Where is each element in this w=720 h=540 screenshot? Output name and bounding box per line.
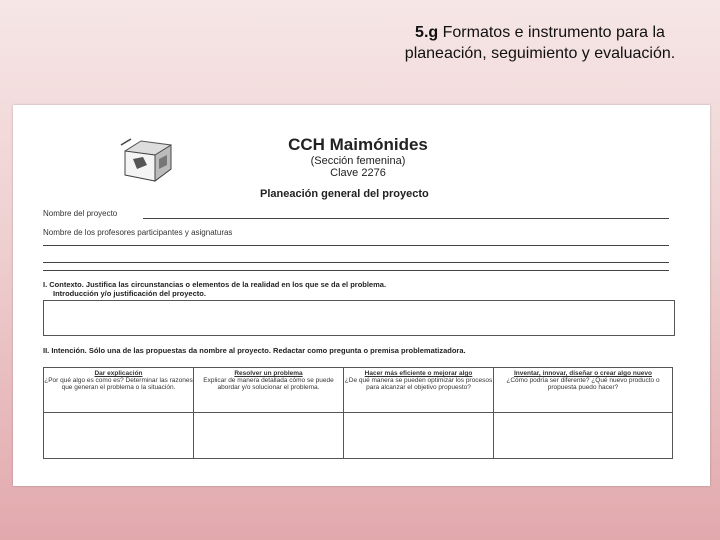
intention-col-2-title: Resolver un problema xyxy=(234,370,303,377)
intention-col-1-title: Dar explicación xyxy=(94,370,143,377)
intention-col-3 xyxy=(344,368,494,458)
section-intention-title: II. Intención. Sólo una de las propuestas da nombre al proyecto. Redactar como pregunta o premisa problematizadora. xyxy=(43,346,466,355)
section-intention xyxy=(43,346,466,355)
school-logo-icon xyxy=(119,135,177,185)
intention-col-2-head xyxy=(194,368,343,413)
doc-title: Planeación general del proyecto xyxy=(260,188,429,200)
intention-col-4-head xyxy=(494,368,672,413)
project-name-label: Nombre del proyecto xyxy=(43,209,118,218)
teachers-line-3 xyxy=(43,270,669,271)
slide-title-text: Formatos e instrumento para la planeación, seguimiento y evaluación. xyxy=(404,24,676,62)
section-context xyxy=(43,280,386,298)
intention-col-3-title: Hacer más eficiente o mejorar algo xyxy=(364,370,473,377)
document-page xyxy=(13,105,710,486)
intention-col-1-text: ¿Por qué algo es como es? Determinar las razones que generan el problema o la situación. xyxy=(44,377,193,391)
intention-col-2-text: Explicar de manera detallada cómo se puede abordar y/o solucionar el problema. xyxy=(203,377,334,391)
school-header xyxy=(283,135,433,179)
slide-title xyxy=(400,22,680,64)
slide-title-number: 5.g xyxy=(415,24,439,41)
intention-col-4-text: ¿Cómo podría ser diferente? ¿Qué nuevo producto o propuesta puedo hacer? xyxy=(506,377,660,391)
school-name: CCH Maimónides xyxy=(288,135,428,154)
section-context-sub: Introducción y/o justificación del proyecto. xyxy=(53,289,206,298)
section-context-title: I. Contexto. Justifica las circunstancias o elementos de la realidad en los que se da el problema. xyxy=(43,280,387,289)
project-name-line xyxy=(143,218,669,219)
intention-col-1-head xyxy=(44,368,193,413)
intention-col-4 xyxy=(494,368,672,458)
intention-col-3-text: ¿De qué manera se pueden optimizar los procesos para alcanzar el objetivo propuesto? xyxy=(344,377,493,391)
intention-col-4-title: Inventar, innovar, diseñar o crear algo nuevo xyxy=(514,370,652,377)
intention-col-1 xyxy=(44,368,194,458)
teachers-line-1 xyxy=(43,245,669,246)
teachers-line-2 xyxy=(43,262,669,263)
intention-grid xyxy=(43,367,673,459)
context-box xyxy=(43,300,675,336)
teachers-label: Nombre de los profesores participantes y asignaturas xyxy=(43,228,233,237)
intention-col-3-head xyxy=(344,368,493,413)
intention-col-2 xyxy=(194,368,344,458)
school-section: (Sección femenina) xyxy=(310,155,406,167)
school-clave: Clave 2276 xyxy=(330,167,386,179)
